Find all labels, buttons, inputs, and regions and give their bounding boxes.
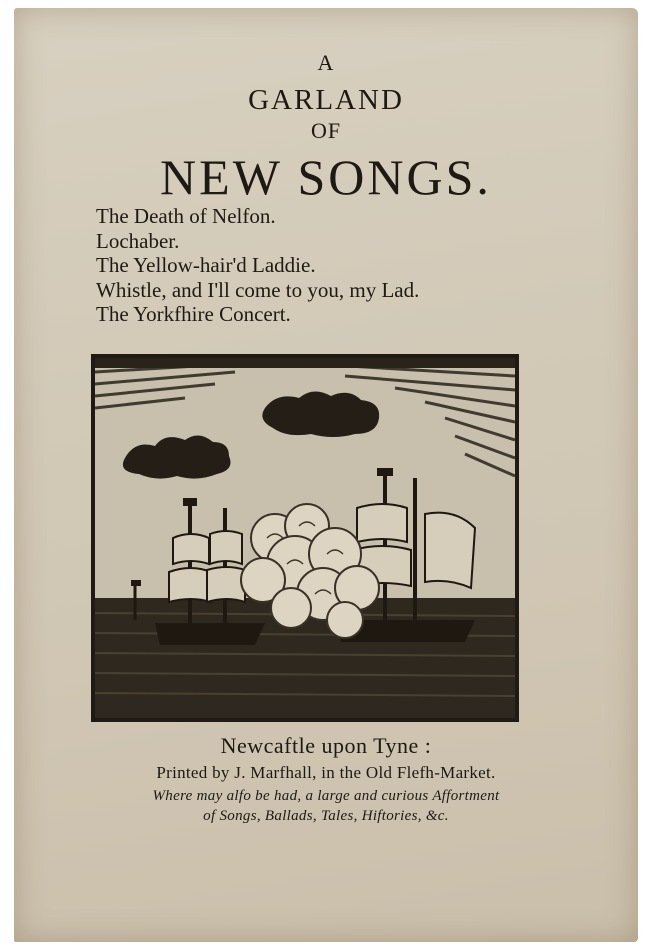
naval-battle-woodcut xyxy=(95,358,515,718)
imprint-note xyxy=(14,786,638,826)
imprint-printer: Printed by J. Marfhall, in the Old Flefh-Market. xyxy=(156,763,496,782)
imprint-note-line: Where may alfo be had, a large and curious Affortment xyxy=(152,788,500,804)
document-page xyxy=(14,8,638,942)
title-line-a: A xyxy=(317,50,335,75)
song-item: The Yellow-hair'd Laddie. xyxy=(96,253,316,278)
title-new-songs: NEW SONGS. xyxy=(160,149,492,205)
imprint-place: Newcaftle upon Tyne : xyxy=(220,733,432,758)
woodcut-illustration xyxy=(91,354,519,722)
song-item: Lochaber. xyxy=(96,228,180,253)
song-item: The Death of Nelfon. xyxy=(96,204,276,228)
title-line-garland: GARLAND xyxy=(248,84,404,116)
imprint-note-line: of Songs, Ballads, Tales, Hiftories, &c. xyxy=(203,808,449,824)
song-item: Whistle, and I'll come to you, my Lad. xyxy=(96,277,420,302)
song-list xyxy=(96,204,419,327)
title-line-of: OF xyxy=(310,118,342,143)
song-item: The Yorkfhire Concert. xyxy=(96,302,291,327)
